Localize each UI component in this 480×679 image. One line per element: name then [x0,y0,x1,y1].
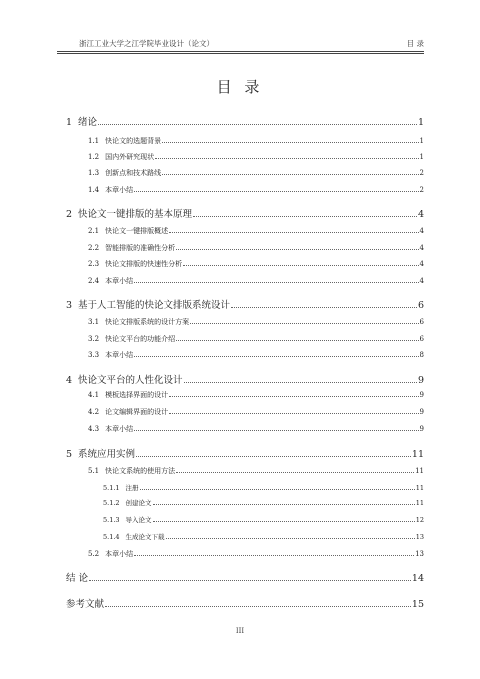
toc-entry-text: 本章小结 [105,186,134,194]
toc-entry-number: 2.2 [88,244,100,252]
toc-dot-leader [134,554,414,556]
toc-entry-text: 创新点和技术路线 [105,169,162,177]
toc-entry-label [66,372,183,386]
toc-entry-text: 快论文平台的人性化设计 [78,375,183,386]
toc-entry-text: 快论文一键排版的基本原理 [78,209,193,220]
toc-entry[interactable] [66,570,424,584]
toc-entry-number: 1.4 [88,186,100,194]
toc-entry-page: 1 [419,137,424,145]
toc-entry[interactable] [88,424,424,434]
toc-entry-text: 注册 [125,484,139,492]
toc-entry-page: 1 [417,117,424,128]
toc-entry-page: 9 [417,375,424,386]
toc-entry-text: 本章小结 [105,425,134,433]
toc-entry-text: 论文编辑界面的设计 [105,408,169,416]
toc-entry-text: 模板选择界面的设计 [105,391,169,399]
toc-entry[interactable] [88,334,424,344]
toc-entry-text: 快论文排版的快速性分析 [105,260,183,268]
toc-entry-label [88,226,168,236]
toc-entry[interactable] [66,446,424,460]
toc-entry-text: 生成论文下载 [125,533,165,541]
toc-entry-page: 1 [419,153,424,161]
toc-entry[interactable] [103,515,424,524]
toc-entry-label [88,136,161,146]
header-rule-thin [57,53,424,54]
toc-entry-number: 1 [66,117,73,128]
toc-entry[interactable] [88,259,424,269]
toc-entry-page: 2 [419,169,424,177]
toc-entry-label [88,549,133,559]
toc-entry-label [88,243,175,253]
toc-entry-text: 基于人工智能的快论文排版系统设计 [78,300,231,311]
toc-entry-label [88,334,175,344]
toc-entry-text: 导入论文 [125,516,152,524]
toc-dot-leader [134,355,418,357]
toc-entry[interactable] [88,276,424,286]
toc-dot-leader [162,173,418,175]
toc-dot-leader [176,339,418,341]
toc-entry-label [66,206,192,220]
toc-entry-label [88,390,168,400]
toc-entry-label [88,350,133,360]
toc-entry[interactable] [66,372,424,386]
toc-entry-text: 快论文平台的功能介绍 [105,335,176,343]
toc-entry-number: 3 [66,300,73,311]
toc-dot-leader [134,281,418,283]
toc-entry-text: 快论文系统的使用方法 [105,467,176,475]
toc-dot-leader [134,190,418,192]
toc-entry-number: 3.3 [88,351,100,359]
toc-entry[interactable] [66,596,424,610]
toc-entry[interactable] [66,206,424,220]
toc-entry-text: 创建论文 [125,499,152,507]
toc-entry-number: 5.1 [88,467,100,475]
toc-entry-number: 2.3 [88,260,100,268]
toc-dot-leader [153,503,415,505]
toc-entry-number: 4 [66,375,73,386]
toc-entry-page: 4 [419,227,424,235]
toc-entry-page: 6 [419,335,424,343]
toc-entry-label [103,483,139,492]
toc-dot-leader [166,537,415,539]
toc-entry-page: 13 [415,550,424,558]
toc-entry[interactable] [66,114,424,128]
toc-entry-number: 4.2 [88,408,100,416]
running-header [57,38,424,52]
toc-entry-number: 1.1 [88,137,100,145]
toc-entry-text: 快论文排版系统的设计方案 [105,318,190,326]
toc-entry-label [88,317,189,327]
toc-entry-text: 快论文一键排版概述 [105,227,169,235]
toc-entry-page: 6 [419,318,424,326]
toc-entry-label [88,424,133,434]
toc-entry[interactable] [88,549,424,559]
toc-entry-page: 9 [419,408,424,416]
toc-dot-leader [162,141,418,143]
header-rule [57,51,424,52]
toc-entry-label [88,152,154,162]
toc-entry-number: 5.2 [88,550,100,558]
toc-entry-text: 绪论 [78,117,98,128]
toc-entry-label [88,185,133,195]
toc-entry[interactable] [88,168,424,178]
toc-entry[interactable] [88,185,424,195]
toc-entry-page: 2 [419,186,424,194]
toc-entry-label [103,515,152,524]
toc-entry-text: 本章小结 [105,351,134,359]
toc-entry[interactable] [88,226,424,236]
toc-entry-label [103,498,152,507]
header-school-title: 浙江工业大学之江学院毕业设计（论文） [79,39,214,48]
toc-entry-number: 2 [66,209,73,220]
header-section-title: 目 录 [406,39,424,48]
toc-entry[interactable] [88,317,424,327]
toc-dot-leader [153,520,415,522]
toc-dot-leader [231,306,417,308]
toc-entry-number: 4.1 [88,391,100,399]
toc-entry-text: 国内外研究现状 [105,153,155,161]
toc-entry-number: 2.4 [88,277,100,285]
toc-entry-number: 3.1 [88,318,100,326]
toc-entry-number: 2.1 [88,227,100,235]
toc-dot-leader [169,412,418,414]
toc-dot-leader [98,123,417,125]
toc-entry-label [88,259,182,269]
toc-entry-number: 5 [66,449,73,460]
toc-dot-leader [155,157,418,159]
toc-entry-page: 4 [419,244,424,252]
toc-entry-page: 11 [415,499,424,507]
toc-entry-label [88,466,175,476]
toc-dot-leader [105,605,411,607]
toc-entry-label [88,168,161,178]
toc-entry-label [66,446,135,460]
toc-entry-number: 5.1.1 [103,484,120,492]
toc-entry-label [66,570,88,584]
toc-dot-leader [134,429,418,431]
toc-dot-leader [136,455,411,457]
toc-entry-label [88,407,168,417]
toc-entry-label [66,297,230,311]
toc-entry-text: 本章小结 [105,277,134,285]
toc-entry-text: 快论文的选题背景 [105,137,162,145]
toc-entry-text: 结 论 [66,573,89,584]
toc-entry[interactable] [103,532,424,541]
toc-dot-leader [89,579,411,581]
toc-entry[interactable] [88,407,424,417]
toc-entry-page: 14 [411,573,424,584]
toc-entry-number: 5.1.2 [103,499,120,507]
toc-entry-number: 5.1.4 [103,533,120,541]
toc-entry-number: 1.3 [88,169,100,177]
toc-entry-text: 参考文献 [66,599,105,610]
toc-entry-label [88,276,133,286]
toc-entry-number: 1.2 [88,153,100,161]
toc-entry[interactable] [88,350,424,360]
toc-entry-number: 5.1.3 [103,516,120,524]
toc-entry-page: 11 [411,449,424,460]
toc-entry-page: 4 [417,209,424,220]
toc-dot-leader [140,488,415,490]
toc-dot-leader [190,322,418,324]
toc-entry-text: 系统应用实例 [78,449,136,460]
toc-entry-page: 8 [419,351,424,359]
toc-entry-page: 11 [415,467,424,475]
toc-entry[interactable] [88,466,424,476]
toc-entry-page: 9 [419,391,424,399]
toc-entry[interactable] [88,136,424,146]
toc-dot-leader [176,248,418,250]
toc-dot-leader [183,264,418,266]
toc-entry[interactable] [66,297,424,311]
toc-entry-label [103,532,165,541]
toc-entry-label [66,596,104,610]
toc-entry-page: 4 [419,260,424,268]
toc-entry-page: 4 [419,277,424,285]
toc-entry-page: 12 [415,516,424,524]
toc-entry[interactable] [88,152,424,162]
toc-entry-label [66,114,97,128]
toc-dot-leader [193,215,417,217]
toc-entry-text: 本章小结 [105,550,134,558]
toc-entry-text: 智能排版的准确性分析 [105,244,176,252]
toc-entry-number: 4.3 [88,425,100,433]
toc-entry[interactable] [88,390,424,400]
toc-entry-page: 13 [415,533,424,541]
toc-dot-leader [176,471,414,473]
toc-entry-number: 3.2 [88,335,100,343]
toc-entry-page: 6 [417,300,424,311]
toc-entry-page: 9 [419,425,424,433]
toc-entry-page: 11 [415,484,424,492]
toc-entry[interactable] [103,498,424,507]
toc-dot-leader [169,395,418,397]
toc-entry[interactable] [103,483,424,492]
page-number: III [235,627,245,635]
toc-dot-leader [184,381,417,383]
toc-entry-page: 15 [411,599,424,610]
toc-title: 目 录 [216,78,264,96]
toc-dot-leader [169,231,418,233]
toc-entry[interactable] [88,243,424,253]
